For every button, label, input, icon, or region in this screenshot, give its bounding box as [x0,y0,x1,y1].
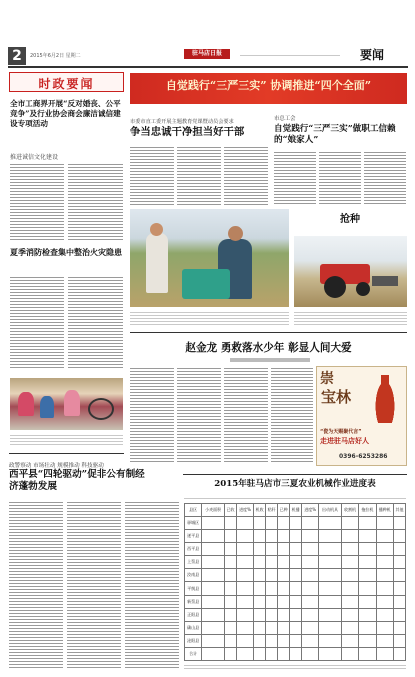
table-cell [266,621,278,634]
wheelchair-shape [88,398,114,420]
child-figure [40,396,54,418]
table-cell [341,582,358,595]
table-cell [393,569,405,582]
xiping-body-col3 [125,500,179,668]
table-header-cell: 进度% [302,504,319,517]
table-cell [359,608,376,621]
table-cell [202,569,225,582]
fire-check-headline: 夏季消防检查集中整治火灾隐患 [10,247,122,257]
xiping-kicker: 政警察动 市场壮动 规模推动 科技驱动 [9,463,104,469]
section-title: 要闻 [360,48,385,62]
table-cell [319,621,342,634]
table-cell [393,543,405,556]
tractor-photo [294,236,407,307]
table-cell [225,582,237,595]
table-cell [278,582,290,595]
table-cell [254,543,266,556]
table-cell [202,582,225,595]
table-header-cell: 县区 [185,504,202,517]
fire-body-col2 [68,275,123,370]
xiping-body-col1 [9,500,63,668]
feature-body-col2 [177,366,221,464]
ad-brand-big: 宝林 [321,388,352,406]
table-cell: 驿城区 [185,517,202,530]
table-row [185,621,406,634]
table-row [185,647,406,660]
lead-subhead: 推进诚信文化建设 [10,154,59,161]
table-cell [225,621,237,634]
table-header-row [185,504,406,517]
table-cell [376,530,393,543]
table-cell [319,647,342,660]
table-cell [266,543,278,556]
table-cell [254,517,266,530]
table-header-cell: 其他 [393,504,405,517]
table-cell [376,582,393,595]
feature-headline: 赵金龙 勇救落水少年 彰显人间大爱 [185,342,352,354]
table-cell [341,608,358,621]
table-cell [376,569,393,582]
story-b-body-col2 [319,150,361,205]
table-header-cell: 已种 [278,504,290,517]
table-cell [393,556,405,569]
tractor-wheel [356,282,370,296]
table-cell: 确山县 [185,621,202,634]
table-cell [341,543,358,556]
seeder-frame [372,276,398,286]
table-cell [341,634,358,647]
farmer-head [228,226,243,241]
table-row [185,608,406,621]
fire-body-col1 [10,275,64,370]
table-cell [290,517,302,530]
story-b-headline: 自觉践行“三严三实”做职工信赖的“娘家人” [274,124,396,145]
xiping-body-col2 [67,500,121,668]
table-cell [290,582,302,595]
table-header-cell: 出动机具 [319,504,342,517]
left-lower-rule [9,453,124,454]
table-cell [237,543,254,556]
children-photo [10,378,123,430]
table-cell [393,595,405,608]
feature-body-col3 [224,366,268,464]
table-cell [302,530,319,543]
table-cell [376,543,393,556]
table-cell [393,634,405,647]
table-cell: 正阳县 [185,608,202,621]
table-cell [319,543,342,556]
table-cell [237,595,254,608]
table-cell: 西平县 [185,543,202,556]
table-cell [359,621,376,634]
table-cell [393,530,405,543]
table-cell [290,647,302,660]
vase-graphic [373,375,397,423]
table-cell [319,634,342,647]
table-header-cell: 拖拉机 [359,504,376,517]
table-header-cell: 已收 [225,504,237,517]
table-cell [302,543,319,556]
table-cell [341,595,358,608]
table-cell [278,569,290,582]
table-cell [302,556,319,569]
table-row [185,517,406,530]
table-cell [302,634,319,647]
table-source-line [184,496,406,500]
table-cell: 泌阳县 [185,634,202,647]
table-cell: 合计 [185,647,202,660]
table-cell [319,569,342,582]
table-cell [266,530,278,543]
table-cell [359,634,376,647]
table-cell [341,569,358,582]
table-cell [302,569,319,582]
table-row [185,634,406,647]
table-cell [278,634,290,647]
table-top-rule [183,474,407,475]
table-cell [302,647,319,660]
masthead-strip [240,53,340,58]
table-row [185,543,406,556]
table-cell [290,569,302,582]
table-row [185,582,406,595]
ad-brand-side: 崇 [320,371,334,387]
table-cell [202,556,225,569]
table-cell [225,595,237,608]
table-cell [359,595,376,608]
main-banner [130,73,407,104]
table-cell: 上蔡县 [185,556,202,569]
story-b-body-col3 [364,150,406,205]
table-cell [393,621,405,634]
table-cell [254,569,266,582]
table-cell [359,647,376,660]
table-cell: 汝南县 [185,569,202,582]
xiping-headline: 西平县“四轮驱动”促非公有制经济蓬勃发展 [9,469,145,492]
table-cell [302,517,319,530]
table-cell [376,647,393,660]
table-footnote [184,663,406,669]
table-header-cell: 机收 [254,504,266,517]
table-cell [359,569,376,582]
table-cell [290,595,302,608]
table-cell [225,569,237,582]
table-cell [254,647,266,660]
children-photo-caption [10,433,123,447]
main-banner-text: 自觉践行“三严三实” 协调推进“四个全面” [165,79,372,92]
table-cell [319,595,342,608]
table-cell [237,647,254,660]
table-cell [341,517,358,530]
table-cell [202,621,225,634]
table-cell [393,608,405,621]
table-cell: 平舆县 [185,582,202,595]
table-header-cell: 秸秆 [266,504,278,517]
table-cell [254,634,266,647]
table-cell [202,595,225,608]
table-cell [278,543,290,556]
tractor-photo-caption [294,310,407,326]
table-cell [278,556,290,569]
grain-sack [182,269,230,299]
story-a-headline: 争当忠诚干净担当好干部 [130,126,245,138]
ad-cta: 走进驻马店好人 [320,436,369,445]
table-cell [225,647,237,660]
table-header-cell: 进度% [237,504,254,517]
table-cell [202,543,225,556]
table-body [185,517,406,661]
table-cell [266,569,278,582]
table-cell [393,647,405,660]
left-banner-text: 时政要闻 [38,77,95,91]
table-cell [302,582,319,595]
farmer-head [150,223,163,236]
story-b-body-col1 [274,150,316,205]
table-cell [237,634,254,647]
table-cell [393,582,405,595]
table-cell [237,517,254,530]
table-cell [359,517,376,530]
masthead-rule [8,66,408,68]
table-cell [393,517,405,530]
table-header-cell: 收割机 [341,504,358,517]
table-title: 2015年驻马店市三夏农业机械作业进度表 [214,479,376,489]
table-row [185,556,406,569]
table-cell [225,517,237,530]
table-row [185,595,406,608]
table-cell [225,608,237,621]
table-cell [290,543,302,556]
table-cell [254,582,266,595]
progress-table-grid [184,503,406,661]
left-banner [9,72,124,92]
table-header-cell: 小麦面积 [202,504,225,517]
table-cell [359,530,376,543]
table-cell [376,517,393,530]
table-cell [237,569,254,582]
table-cell [266,556,278,569]
table-cell [319,517,342,530]
table-cell [278,608,290,621]
table-row [185,569,406,582]
table-cell [319,556,342,569]
table-cell [319,582,342,595]
table-cell [278,517,290,530]
table-cell [341,621,358,634]
table-cell [254,556,266,569]
masthead [8,47,408,67]
table-cell [225,543,237,556]
table-cell [376,608,393,621]
table-cell [302,621,319,634]
table-header-cell: 播种机 [376,504,393,517]
table-cell [278,530,290,543]
table-cell [225,556,237,569]
table-cell [278,621,290,634]
feature-top-rule [130,332,407,333]
ad-phone: 0396-6253286 [339,453,388,460]
farmer-figure [146,233,168,293]
table-cell [302,595,319,608]
table-cell [302,608,319,621]
lead-body-col1 [10,162,64,240]
table-cell [225,530,237,543]
tractor-title: 抢种 [340,214,360,225]
table-cell [254,530,266,543]
table-cell [341,530,358,543]
table-cell [290,608,302,621]
table-cell [359,556,376,569]
table-cell [237,608,254,621]
story-a-body-col2 [177,145,221,205]
feature-body-col4 [271,366,313,464]
table-cell [202,530,225,543]
table-cell [341,647,358,660]
table-cell: 遂平县 [185,530,202,543]
table-cell [254,608,266,621]
table-cell [202,634,225,647]
table-cell [237,582,254,595]
ad-box [316,366,407,466]
story-a-kicker: 市委市直工委开展主题教育党课暨动员会要求 [130,119,234,125]
table-cell [278,647,290,660]
table-cell [290,621,302,634]
lead-body-col2 [68,162,123,240]
table-cell [254,595,266,608]
table-cell [266,595,278,608]
page-number: 2 [8,47,26,65]
table-cell [359,543,376,556]
table-cell [237,530,254,543]
farm-photo-caption [130,310,289,326]
table-cell: 新蔡县 [185,595,202,608]
feature-byline [230,358,310,362]
table-cell [266,647,278,660]
table-cell [225,634,237,647]
table-cell [202,517,225,530]
feature-body-col1 [130,366,174,464]
table-cell [319,530,342,543]
table-cell [254,621,266,634]
table-cell [319,608,342,621]
table-cell [290,556,302,569]
table-cell [266,582,278,595]
lead-headline: 全市工商界开展“反对婚丧、公平竞争”及行业协会商会廉洁诚信建设专项活动 [10,99,121,128]
tractor-wheel [324,276,346,298]
table-row [185,530,406,543]
child-figure [64,390,80,416]
table-cell [376,634,393,647]
ad-slogan: “瓷为天赐聚代言” [320,429,362,435]
child-figure [18,392,34,416]
story-a-body-col3 [224,145,268,205]
table-cell [266,517,278,530]
progress-table [184,503,406,661]
table-cell [376,595,393,608]
table-cell [376,556,393,569]
table-cell [237,556,254,569]
table-cell [266,634,278,647]
masthead-logo: 驻马店日报 [184,49,230,59]
table-cell [290,634,302,647]
table-cell [278,595,290,608]
story-b-kicker: 市总工会 [274,116,296,122]
wheat-harvest-photo [130,209,289,307]
table-cell [266,608,278,621]
date-line: 2015年6月2日 星期二 [30,53,81,59]
table-cell [359,582,376,595]
table-header-cell: 机播 [290,504,302,517]
table-cell [376,621,393,634]
table-cell [237,621,254,634]
story-a-body-col1 [130,145,174,205]
table-cell [202,647,225,660]
table-cell [341,556,358,569]
table-cell [290,530,302,543]
table-cell [202,608,225,621]
